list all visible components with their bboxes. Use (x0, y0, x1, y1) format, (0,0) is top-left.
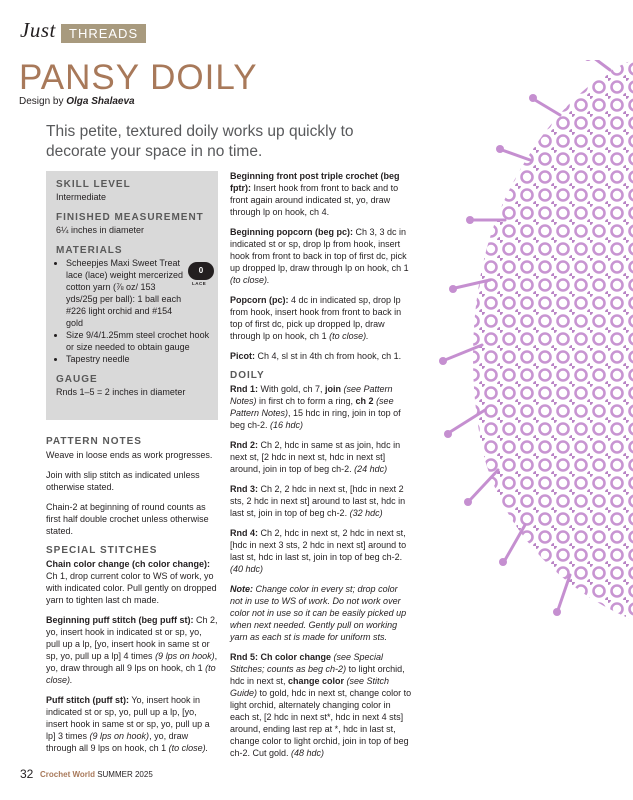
yarn-weight-number: 0 (198, 266, 204, 275)
stitch-definition: Chain color change (ch color change): Ch 1, drop current color to WS of work, yo with indicated color. Pull gently on dropped yarn to tighten last ch made. (46, 559, 217, 605)
byline (19, 96, 135, 107)
round-instruction: Rnd 5: Ch color change (see Special Stitches; counts as beg ch-2) to light orchid, hdc in next st, change color (see Stitch Guide) to gold, hdc in next st, change color to light orchid, alternately changing color in each st, [2 hdc in next st*, hdc in next 4 sts] around, ending last rep at *, hdc in last st, change color to light orchid, join in top of beg ch-2. Cut gold. (48 hdc) (230, 652, 412, 758)
pattern-note: Join with slip stitch as indicated unless otherwise stated. (46, 470, 200, 492)
color-change-note: Note: Change color in every st; drop color not in use to WS of work. Do not work over color not in use so it can be easily picked up when next needed. Gently pull on working yarn as each st is made for uniform sts. (230, 584, 407, 642)
yarn-weight-label: LACE (192, 281, 207, 286)
middle-column (230, 170, 412, 767)
section-label-threads: THREADS (61, 24, 146, 43)
doily-heading: DOILY (230, 370, 265, 381)
round-instruction: Rnd 3: Ch 2, 2 hdc in next st, [hdc in next 2 sts, 2 hdc in next st] around to last st, hdc in last st, join in top of beg ch-2. (32 hdc) (230, 484, 406, 518)
stitch-definition: Popcorn (pc): 4 dc in indicated sp, drop lp from hook, insert hook from front to back in top of first dc, pick up dropped lp, draw through lp on hook, ch 1 (to close). (230, 295, 402, 341)
stitch-definition: Puff stitch (puff st): Yo, insert hook in indicated st or sp, yo, pull up a lp, [yo, insert hook in same st or sp, yo, pull up a lp] 3 times (9 lps on hook), yo, draw through all 9 lps on hook, ch 1 (to close). (46, 695, 210, 753)
magazine-name: Crochet World (40, 770, 95, 779)
measure-value: 6¼ inches in diameter (56, 225, 145, 235)
special-stitches-heading: SPECIAL STITCHES (46, 545, 158, 556)
issue-date: SUMMER 2025 (94, 770, 153, 779)
footer-credit (40, 770, 153, 779)
pattern-note: Weave in loose ends as work progresses. (46, 450, 213, 460)
gauge-heading: GAUGE (56, 374, 98, 385)
round-instruction: Rnd 2: Ch 2, hdc in same st as join, hdc in next st, [2 hdc in next st, hdc in next st] around, join in top of beg ch-2. (24 hdc) (230, 440, 401, 474)
round-instruction: Rnd 4: Ch 2, hdc in next st, 2 hdc in next st, [hdc in next 3 sts, 2 hdc in next st] around to last st, hdc in last st, join in top of beg ch-2. (40 hdc) (230, 528, 407, 574)
skill-heading: SKILL LEVEL (56, 179, 131, 190)
skill-value: Intermediate (56, 192, 107, 202)
yarn-weight-icon (188, 262, 214, 280)
stitch-definition: Beginning popcorn (beg pc): Ch 3, 3 dc in indicated st or sp, drop lp from hook, insert hook from front to back in top of first dc, pick up dropped lp, draw through lp on hook, ch 1 (to close). (230, 227, 409, 285)
page-number: 32 (20, 767, 34, 781)
material-item: • Tapestry needle (66, 353, 214, 365)
round-instruction: Rnd 1: With gold, ch 7, join (see Pattern Notes) in first ch to form a ring, ch 2 (see Pattern Notes), 15 hdc in ring, join in top of beg ch-2. (16 hdc) (230, 384, 401, 430)
section-label-just: Just (20, 18, 56, 42)
stitch-definition: Picot: Ch 4, sl st in 4th ch from hook, ch 1. (230, 351, 402, 361)
pattern-note: Chain-2 at beginning of round counts as first half double crochet unless otherwise stated. (46, 502, 209, 536)
measure-heading: FINISHED MEASUREMENT (56, 212, 204, 223)
stitch-definition: Beginning puff stitch (beg puff st): Ch 2, yo, insert hook in indicated st or sp, yo, pull up a lp, [yo, insert hook in same st or sp, yo, pull up a lp] 4 times (9 lps on hook), yo, draw through all 9 lps on hook, ch 1 (to close). (46, 615, 218, 685)
material-item: • Size 9/4/1.25mm steel crochet hook or size needed to obtain gauge (66, 329, 214, 353)
info-box (46, 171, 218, 420)
left-column (46, 436, 218, 762)
designer-name: Olga Shalaeva (66, 96, 135, 107)
byline-prefix: Design by (19, 96, 67, 107)
intro-text: This petite, textured doily works up quickly to decorate your space in no time. (46, 123, 354, 160)
gauge-value: Rnds 1–5 = 2 inches in diameter (56, 387, 186, 397)
materials-heading: MATERIALS (56, 245, 123, 256)
stitch-definition: Beginning front post triple crochet (beg fptr): Insert hook from front to back and to front again around indicated st, yo, draw through lp on hook, ch 4. (230, 171, 400, 217)
material-item: • Scheepjes Maxi Sweet Treat lace (lace) weight mercerized cotton yarn (⅞ oz/ 153 yds/25g per ball): 1 ball each #226 light orchid and #154 gold (66, 257, 214, 329)
pattern-notes-heading: PATTERN NOTES (46, 436, 142, 447)
doily-photo (410, 60, 633, 620)
page-title: PANSY DOILY (19, 58, 258, 97)
